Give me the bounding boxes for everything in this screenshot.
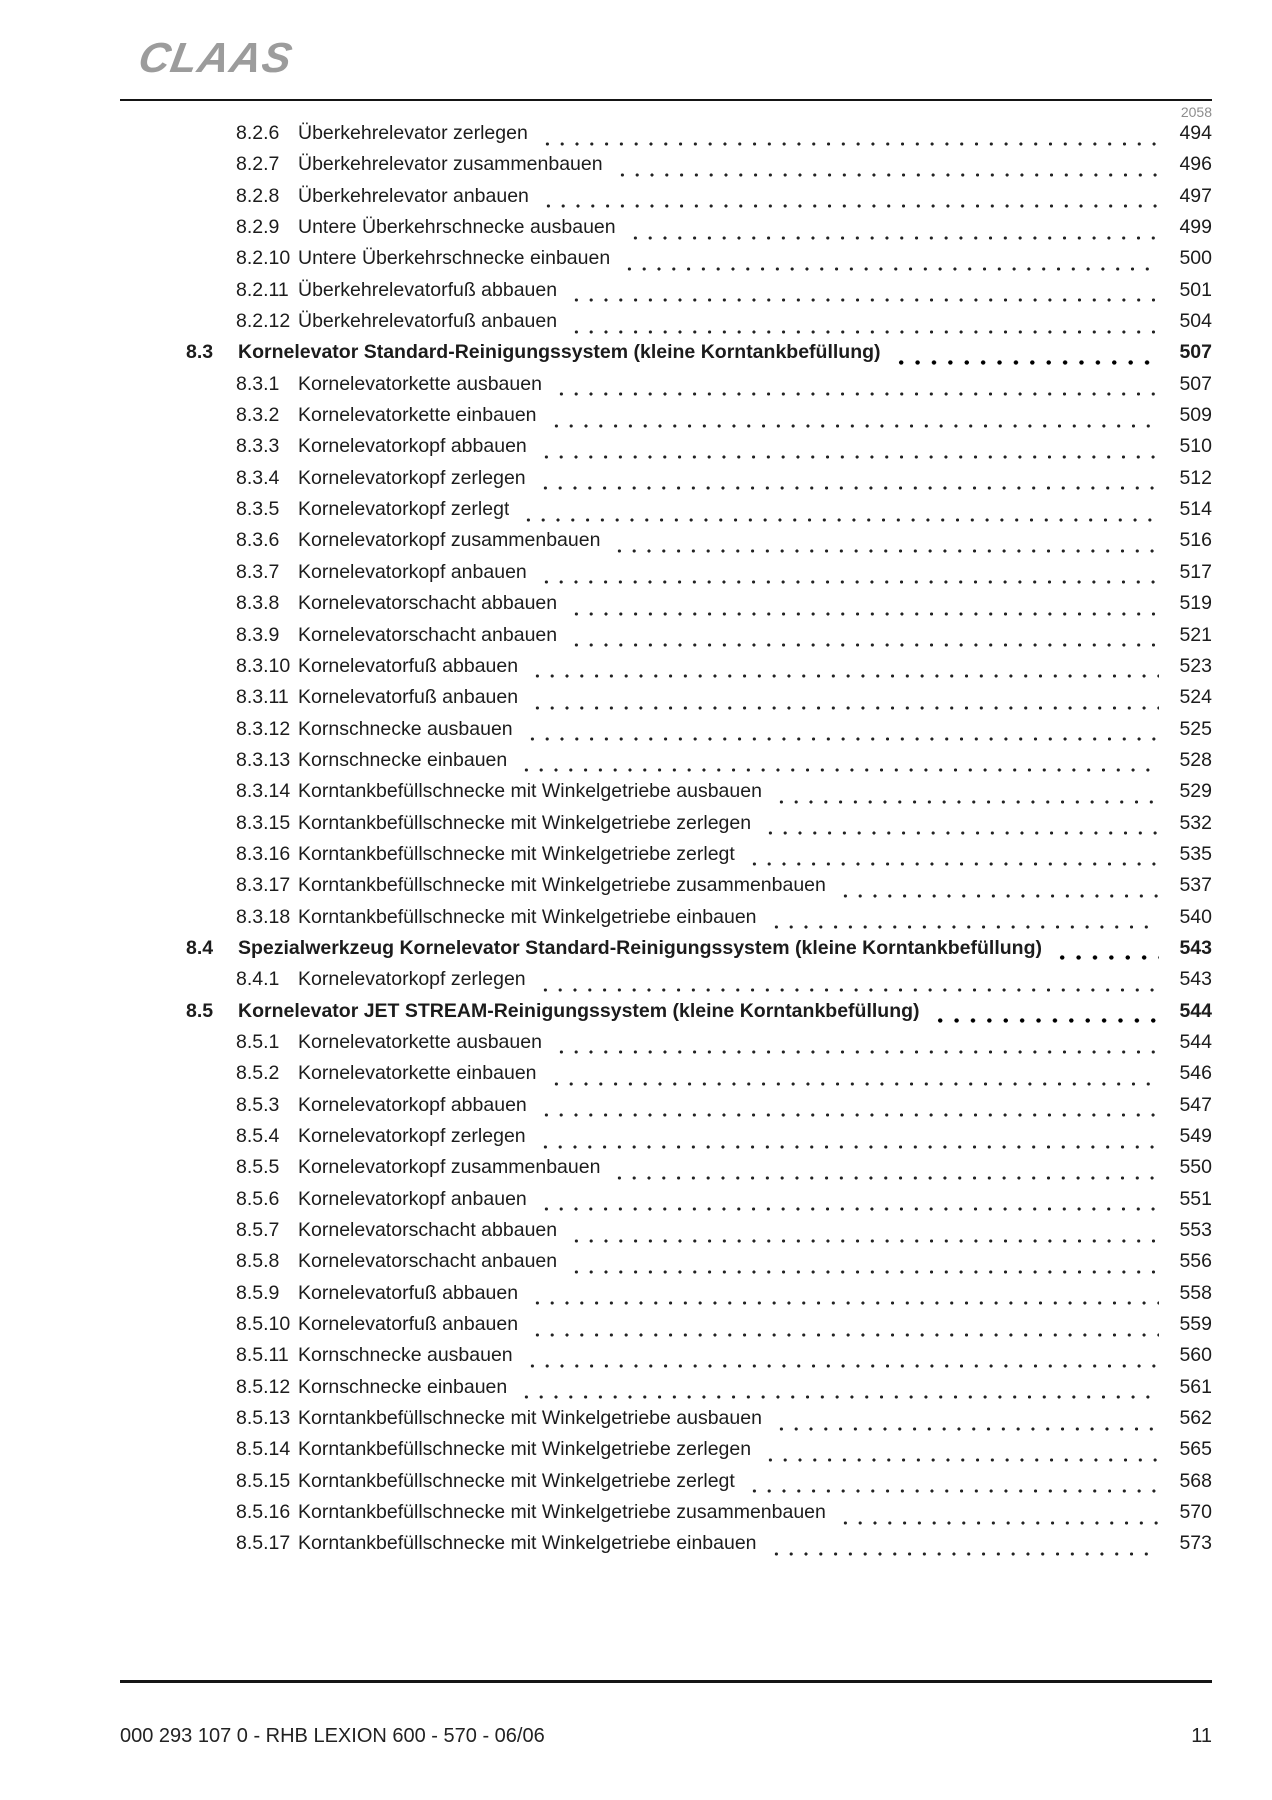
toc-row [186,968,1212,999]
toc-row [186,718,1212,749]
toc-entry-title: Spezialwerkzeug Kornelevator Standard-Reinigungssystem (kleine Korntankbefüllung) [238,936,1042,959]
dot-leader [536,467,1159,498]
toc-entry-number: 8.3.17 [236,874,291,897]
dot-leader [1052,937,1159,968]
dot-leader [537,561,1159,592]
toc-entry-page: 507 [1179,341,1212,364]
toc-entry-number: 8.5.5 [236,1156,280,1179]
toc-row [186,467,1212,498]
toc-entry-page: 517 [1179,560,1212,583]
toc-entry-number: 8.5.3 [236,1093,280,1116]
toc-entry-number: 8.3.8 [236,592,280,615]
toc-row [186,247,1212,278]
toc-entry-title: Kornelevatorkopf zerlegen [298,1125,526,1147]
toc-entry-title: Kornelevatorkopf abbauen [298,435,527,458]
toc-entry-title: Korntankbefüllschnecke mit Winkelgetriebe ausbauen [298,780,762,803]
toc-entry-number: 8.3.13 [236,748,291,771]
toc-entry-page: 514 [1179,498,1212,521]
toc-entry-number: 8.3.3 [236,435,280,458]
toc-entry-title: Kornelevatorfuß abbauen [298,654,519,677]
toc-entry-number: 8.5.17 [236,1532,291,1555]
toc-row [186,185,1212,216]
toc-entry-number: 8.5.8 [236,1250,280,1273]
dot-leader [761,1438,1159,1469]
toc-entry-title: Kornelevator JET STREAM-Reinigungssystem (kleine Korntankbefüllung) [238,999,920,1022]
table-of-contents [186,122,1212,1564]
toc-entry-number: 8.5.9 [236,1281,280,1304]
toc-entry-page: 494 [1179,122,1212,144]
toc-entry-number: 8.3.4 [236,466,280,489]
toc-entry-title: Kornelevatorfuß abbauen [298,1281,519,1304]
toc-row [186,843,1212,874]
page-header [0,0,1272,120]
toc-entry-page: 507 [1179,372,1212,395]
doc-control-number: 2058 [1180,104,1212,120]
dot-leader [519,498,1159,529]
toc-entry-number: 8.3.12 [236,717,291,740]
toc-entry-page: 568 [1179,1469,1212,1492]
toc-row [186,373,1212,404]
toc-entry-title: Kornelevatorkopf zusammenbauen [298,1156,601,1179]
dot-leader [567,310,1159,341]
toc-row [186,1438,1212,1469]
toc-row [186,435,1212,466]
dot-leader [772,1407,1159,1438]
toc-entry-title: Kornelevatorkopf zusammenbauen [298,529,601,552]
toc-entry-number: 8.5.7 [236,1219,280,1242]
toc-row [186,906,1212,937]
dot-leader [537,1188,1159,1219]
dot-leader [547,1062,1159,1093]
toc-row [186,780,1212,811]
toc-entry-page: 497 [1179,184,1212,207]
dot-leader [536,1125,1159,1156]
toc-entry-number: 8.3.5 [236,498,280,521]
toc-entry-number: 8.2.6 [236,122,280,144]
toc-entry-page: 501 [1179,278,1212,301]
toc-entry-title: Korntankbefüllschnecke mit Winkelgetriebe zerlegt [298,842,735,865]
toc-entry-title: Untere Überkehrschnecke ausbauen [298,216,616,239]
toc-entry-page: 570 [1179,1501,1212,1524]
toc-row [186,529,1212,560]
toc-entry-page: 562 [1179,1407,1212,1430]
toc-entry-title: Kornelevatorkette ausbauen [298,372,542,395]
dot-leader [626,216,1159,247]
toc-entry-page: 523 [1179,654,1212,677]
toc-entry-page: 516 [1179,529,1212,552]
toc-entry-page: 547 [1179,1093,1212,1116]
toc-entry-title: Kornelevatorkette einbauen [298,1062,537,1085]
toc-entry-title: Korntankbefüllschnecke mit Winkelgetriebe zerlegen [298,811,752,834]
toc-row [186,216,1212,247]
dot-leader [536,968,1159,999]
toc-entry-page: 537 [1179,874,1212,897]
dot-leader [567,1219,1159,1250]
toc-entry-page: 499 [1179,216,1212,239]
toc-row [186,749,1212,780]
toc-entry-title: Kornelevatorkopf anbauen [298,1187,527,1210]
dot-leader [552,373,1159,404]
toc-entry-number: 8.5.14 [236,1438,291,1461]
toc-entry-title: Kornelevatorschacht abbauen [298,1219,558,1242]
toc-entry-title: Korntankbefüllschnecke mit Winkelgetriebe zerlegen [298,1438,752,1461]
toc-row [186,1282,1212,1313]
dot-leader [836,1501,1159,1532]
toc-row [186,937,1212,968]
toc-entry-title: Korntankbefüllschnecke mit Winkelgetriebe ausbauen [298,1407,762,1430]
toc-entry-number: 8.2.10 [236,247,291,270]
toc-entry-number: 8.5.1 [236,1030,280,1053]
toc-entry-title: Überkehrelevator zerlegen [298,122,528,144]
toc-row [186,1062,1212,1093]
toc-entry-page: 544 [1179,999,1212,1022]
dot-leader [772,780,1159,811]
toc-entry-title: Kornelevatorschacht abbauen [298,592,558,615]
dot-leader [552,1031,1159,1062]
toc-entry-title: Kornschnecke einbauen [298,1375,508,1398]
document-reference: 000 293 107 0 - RHB LEXION 600 - 570 - 06/06 [120,1725,545,1747]
toc-entry-page: 525 [1179,717,1212,740]
page-number: 11 [1191,1725,1212,1747]
toc-entry-page: 529 [1179,780,1212,803]
dot-leader [547,404,1159,435]
toc-entry-page: 559 [1179,1313,1212,1336]
toc-row [186,1532,1212,1563]
toc-row [186,1219,1212,1250]
dot-leader [528,1313,1159,1344]
toc-entry-title: Korntankbefüllschnecke mit Winkelgetriebe zusammenbauen [298,874,826,897]
toc-entry-page: 573 [1179,1532,1212,1555]
toc-entry-page: 553 [1179,1219,1212,1242]
toc-row [186,122,1212,153]
dot-leader [528,1282,1159,1313]
toc-entry-page: 550 [1179,1156,1212,1179]
toc-entry-page: 528 [1179,748,1212,771]
toc-entry-page: 551 [1179,1187,1212,1210]
toc-entry-page: 496 [1179,153,1212,176]
toc-row [186,1501,1212,1532]
toc-row [186,1156,1212,1187]
dot-leader [610,1156,1159,1187]
toc-row [186,1188,1212,1219]
dot-leader [767,1532,1159,1563]
dot-leader [567,1250,1159,1281]
toc-entry-number: 8.3.10 [236,654,291,677]
dot-leader [537,435,1159,466]
page-footer [120,1680,1212,1748]
dot-leader [745,843,1159,874]
toc-entry-title: Überkehrelevator zusammenbauen [298,153,603,176]
toc-entry-number: 8.2.7 [236,153,280,176]
toc-entry-page: 535 [1179,842,1212,865]
toc-row [186,686,1212,717]
toc-entry-number: 8.5.2 [236,1062,280,1085]
toc-entry-title: Kornelevatorkopf zerlegt [298,498,510,521]
toc-entry-number: 8.5.12 [236,1375,291,1398]
toc-row [186,498,1212,529]
toc-entry-title: Kornschnecke ausbauen [298,1344,513,1367]
toc-entry-page: 532 [1179,811,1212,834]
toc-entry-number: 8.3.6 [236,529,280,552]
toc-entry-page: 544 [1179,1030,1212,1053]
toc-entry-title: Kornelevatorkopf abbauen [298,1093,527,1116]
toc-entry-page: 558 [1179,1281,1212,1304]
dot-leader [567,279,1159,310]
toc-row [186,624,1212,655]
toc-entry-title: Korntankbefüllschnecke mit Winkelgetriebe einbauen [298,1532,757,1555]
toc-entry-number: 8.3.18 [236,905,291,928]
toc-entry-page: 565 [1179,1438,1212,1461]
toc-entry-title: Korntankbefüllschnecke mit Winkelgetriebe zusammenbauen [298,1501,826,1524]
toc-entry-number: 8.3.14 [236,780,291,803]
dot-leader [517,1376,1159,1407]
toc-row [186,1376,1212,1407]
toc-entry-number: 8.3.11 [236,686,289,709]
toc-entry-title: Kornelevator Standard-Reinigungssystem (kleine Korntankbefüllung) [238,341,881,364]
toc-entry-title: Überkehrelevator anbauen [298,184,529,207]
dot-leader [523,718,1159,749]
dot-leader [613,153,1159,184]
dot-leader [620,247,1159,278]
toc-row [186,404,1212,435]
toc-entry-number: 8.3.9 [236,623,280,646]
toc-row [186,1470,1212,1501]
toc-entry-number: 8.3.15 [236,811,291,834]
dot-leader [891,341,1159,372]
toc-row [186,812,1212,843]
toc-entry-title: Kornschnecke ausbauen [298,717,513,740]
toc-row [186,1000,1212,1031]
toc-entry-number: 8.5.11 [236,1344,289,1367]
dot-leader [538,122,1159,153]
footer-divider [120,1680,1212,1683]
toc-entry-page: 543 [1179,968,1212,991]
dot-leader [537,1094,1159,1125]
toc-entry-number: 8.5.10 [236,1313,291,1336]
toc-entry-page: 556 [1179,1250,1212,1273]
toc-row [186,1313,1212,1344]
toc-row [186,1344,1212,1375]
toc-row [186,153,1212,184]
toc-entry-title: Kornelevatorkette ausbauen [298,1030,542,1053]
toc-row [186,655,1212,686]
dot-leader [523,1344,1159,1375]
toc-entry-title: Überkehrelevatorfuß abbauen [298,278,558,301]
toc-entry-page: 549 [1179,1125,1212,1147]
toc-entry-number: 8.5 [186,999,214,1022]
toc-entry-title: Kornelevatorfuß anbauen [298,1313,519,1336]
toc-row [186,341,1212,372]
toc-entry-page: 540 [1179,905,1212,928]
toc-entry-number: 8.2.8 [236,184,280,207]
toc-entry-page: 509 [1179,404,1212,427]
toc-entry-title: Überkehrelevatorfuß anbauen [298,310,558,333]
dot-leader [539,185,1159,216]
toc-entry-title: Untere Überkehrschnecke einbauen [298,247,611,270]
dot-leader [836,874,1159,905]
dot-leader [517,749,1159,780]
toc-entry-number: 8.5.15 [236,1469,291,1492]
toc-entry-number: 8.5.16 [236,1501,291,1524]
toc-entry-title: Korntankbefüllschnecke mit Winkelgetriebe einbauen [298,905,757,928]
toc-entry-page: 543 [1179,936,1212,959]
toc-row [186,1125,1212,1156]
dot-leader [745,1470,1159,1501]
toc-entry-page: 561 [1179,1375,1212,1398]
toc-entry-title: Kornelevatorfuß anbauen [298,686,519,709]
toc-row [186,279,1212,310]
toc-entry-page: 512 [1179,466,1212,489]
dot-leader [528,655,1159,686]
toc-row [186,1250,1212,1281]
toc-entry-title: Kornelevatorschacht anbauen [298,1250,558,1273]
toc-entry-number: 8.3.1 [236,372,280,395]
toc-entry-number: 8.4.1 [236,968,280,991]
toc-entry-title: Korntankbefüllschnecke mit Winkelgetriebe zerlegt [298,1469,735,1492]
toc-entry-number: 8.3.7 [236,560,280,583]
toc-entry-title: Kornelevatorschacht anbauen [298,623,558,646]
dot-leader [930,1000,1159,1031]
dot-leader [567,624,1159,655]
toc-entry-number: 8.3.2 [236,404,280,427]
toc-row [186,1031,1212,1062]
claas-logo: CLAAS [134,34,297,82]
toc-entry-number: 8.2.12 [236,310,291,333]
toc-entry-page: 500 [1179,247,1212,270]
toc-row [186,1094,1212,1125]
toc-entry-number: 8.4 [186,936,214,959]
toc-entry-number: 8.2.11 [236,278,289,301]
dot-leader [528,686,1159,717]
toc-entry-number: 8.5.6 [236,1187,280,1210]
toc-entry-number: 8.5.4 [236,1125,280,1147]
dot-leader [610,529,1159,560]
toc-entry-page: 504 [1179,310,1212,333]
toc-entry-number: 8.3.16 [236,842,291,865]
toc-row [186,310,1212,341]
toc-row [186,561,1212,592]
toc-row [186,592,1212,623]
toc-row [186,874,1212,905]
toc-entry-title: Kornschnecke einbauen [298,748,508,771]
dot-leader [761,812,1159,843]
toc-entry-number: 8.5.13 [236,1407,291,1430]
toc-entry-number: 8.3 [186,341,214,364]
toc-entry-page: 546 [1179,1062,1212,1085]
toc-entry-title: Kornelevatorkopf zerlegen [298,968,526,991]
toc-entry-title: Kornelevatorkopf zerlegen [298,466,526,489]
toc-entry-page: 560 [1179,1344,1212,1367]
header-divider [120,99,1212,101]
toc-entry-page: 519 [1179,592,1212,615]
dot-leader [567,592,1159,623]
toc-entry-page: 524 [1179,686,1212,709]
toc-entry-number: 8.2.9 [236,216,280,239]
dot-leader [767,906,1159,937]
toc-entry-title: Kornelevatorkette einbauen [298,404,537,427]
toc-row [186,1407,1212,1438]
toc-entry-page: 510 [1179,435,1212,458]
toc-entry-title: Kornelevatorkopf anbauen [298,560,527,583]
toc-entry-page: 521 [1179,623,1212,646]
